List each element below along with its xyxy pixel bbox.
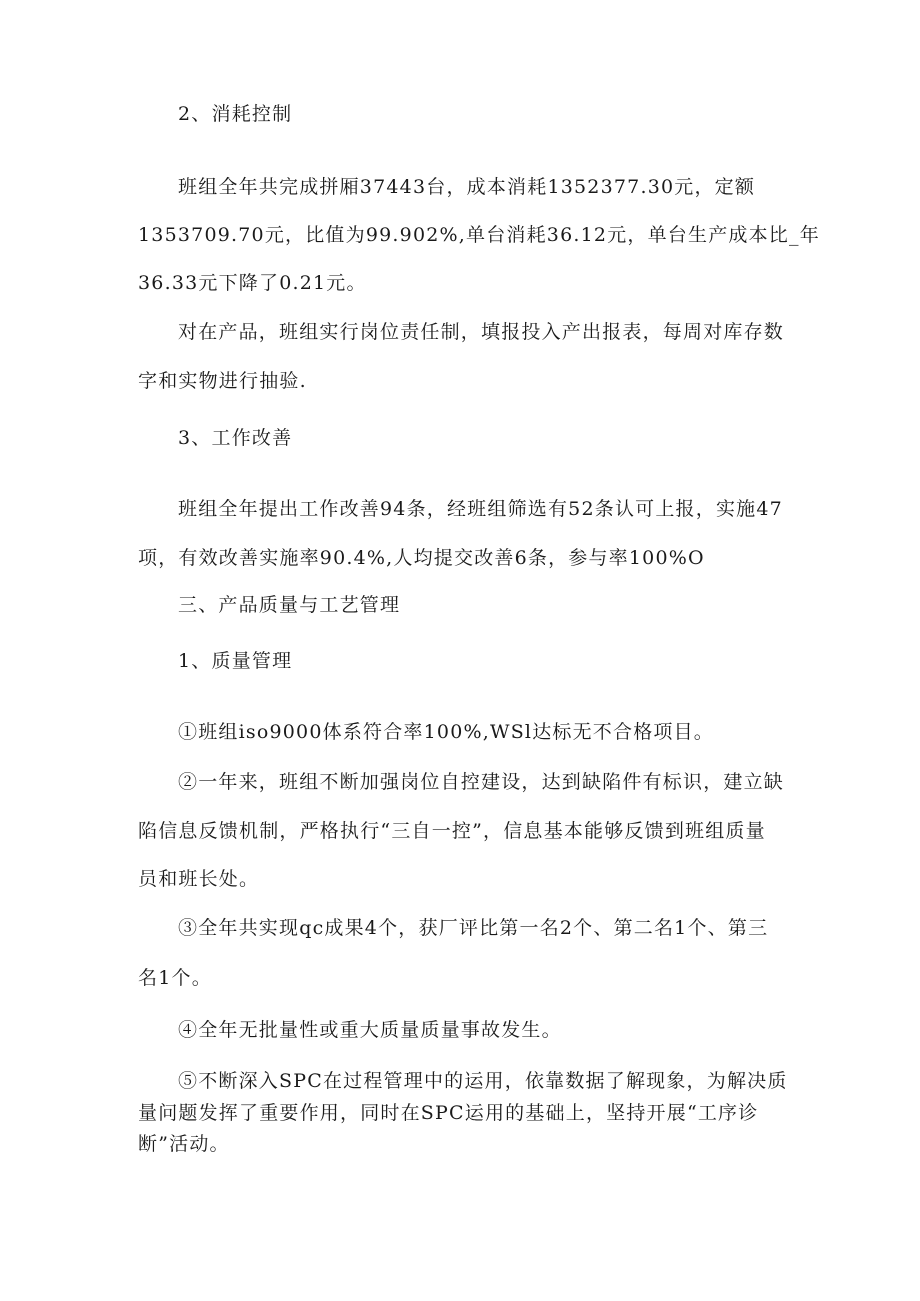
paragraph-line: 项，有效改善实施率90.4%,人均提交改善6条，参与率100%O [138,547,705,569]
paragraph-line: ②一年来，班组不断加强岗位自控建设，达到缺陷件有标识，建立缺 [178,771,785,793]
paragraph-line: 1353709.70元，比值为99.902%,单台消耗36.12元，单台生产成本比_年 [138,224,820,246]
paragraph-line: 字和实物进行抽验. [138,370,307,392]
paragraph-line: ⑤不断深入SPC在过程管理中的运用，依靠数据了解现象，为解决质 [178,1070,788,1092]
section-heading-improvement: 3、工作改善 [178,427,293,449]
paragraph-line: 班组全年共完成拼厢37443台，成本消耗1352377.30元，定额 [178,176,756,198]
paragraph-line: 36.33元下降了0.21元。 [138,272,367,294]
paragraph-line: 量问题发挥了重要作用，同时在SPC运用的基础上，坚持开展“工序诊 [138,1102,759,1124]
paragraph-line: 陷信息反馈机制，严格执行“三自一控”，信息基本能够反馈到班组质量 [138,820,766,842]
section-heading-consumption: 2、消耗控制 [178,103,293,125]
paragraph-line: 班组全年提出工作改善94条，经班组筛选有52条认可上报，实施47 [178,498,783,520]
paragraph-line: 断”活动。 [138,1133,230,1155]
paragraph-line: 员和班长处。 [138,868,260,890]
paragraph-line: ④全年无批量性或重大质量质量事故发生。 [178,1019,562,1041]
paragraph-line: 对在产品，班组实行岗位责任制，填报投入产出报表，每周对库存数 [178,321,785,343]
paragraph-line: ③全年共实现qc成果4个，获厂评比第一名2个、第二名1个、第三 [178,917,769,939]
section-heading-quality-process: 三、产品质量与工艺管理 [178,594,401,616]
section-heading-quality: 1、质量管理 [178,650,293,672]
paragraph-line: 名1个。 [138,967,212,989]
paragraph-line: ①班组iso9000体系符合率100%,WSl达标无不合格项目。 [178,721,715,743]
